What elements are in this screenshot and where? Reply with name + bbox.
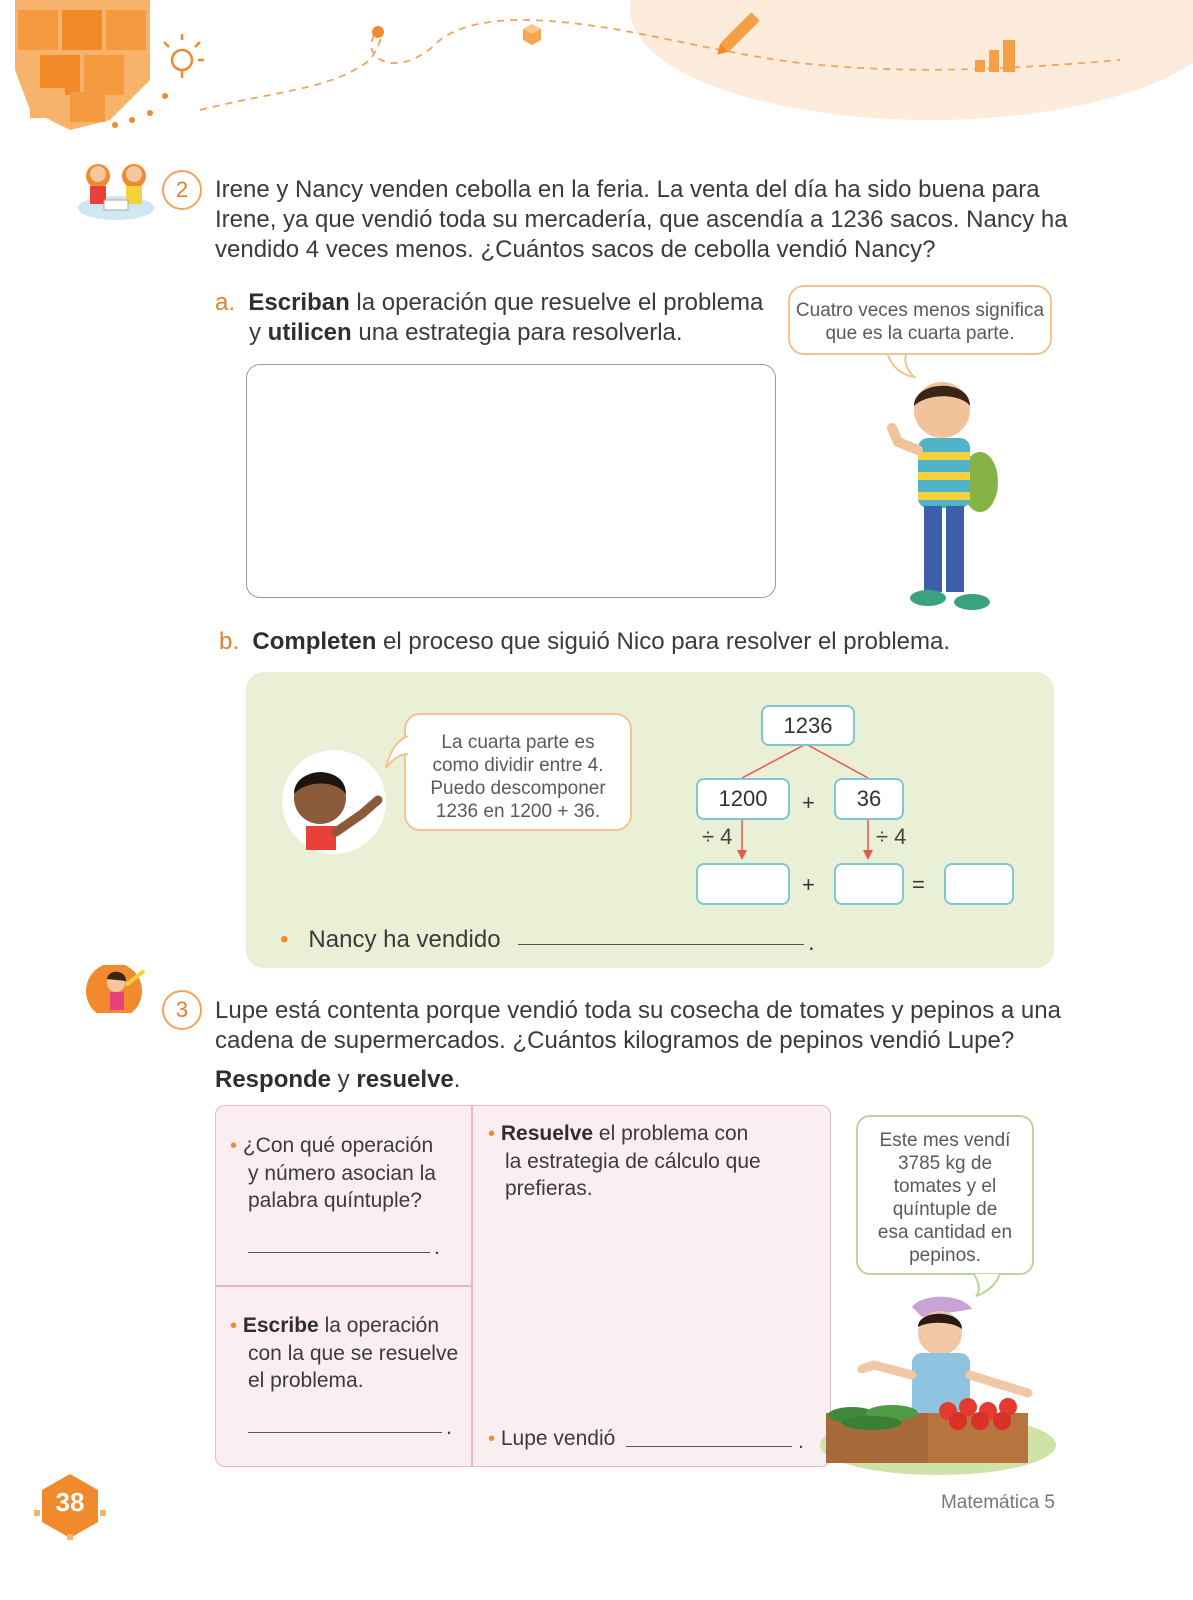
nico-bubble-tail xyxy=(384,734,410,774)
diagram-div-right: ÷ 4 xyxy=(876,824,907,849)
diagram-result-left-input[interactable] xyxy=(696,863,790,905)
q3-instruction: Responde y resuelve. xyxy=(215,1066,461,1093)
book-title-footer: Matemática 5 xyxy=(940,1492,1055,1513)
q3-work-area[interactable] xyxy=(480,1210,820,1410)
question-number-2: 2 xyxy=(162,170,202,210)
q2b-instruction: b. Completen el proceso que siguió Nico para resolver el problema. xyxy=(219,628,951,655)
small-cube-icon xyxy=(523,24,541,45)
q3-answer: • Lupe vendió xyxy=(488,1427,616,1450)
q3-answer-dot: . xyxy=(798,1430,804,1453)
q3-cell-1: • ¿Con qué operación y número asocian la palabra quíntuple? xyxy=(230,1134,436,1212)
diagram-top-box: 1236 xyxy=(761,705,855,746)
diagram-plus-2: + xyxy=(802,872,815,897)
q2-statement: Irene y Nancy venden cebolla en la feria. La venta del día ha sido buena para Irene, ya que vendió toda su mercadería, que ascendía a 1236 sacos. Nancy ha vendido 4 veces menos. ¿Cuántos sacos de cebolla vendió Nancy? xyxy=(215,176,1068,263)
boy-speech-bubble: Cuatro veces menos significa que es la cuarta parte. xyxy=(788,285,1052,355)
q3-cell1-dot: . xyxy=(434,1236,440,1259)
lupe-speech-bubble: Este mes vendí 3785 kg de tomates y el quíntuple de esa cantidad en pepinos. xyxy=(856,1115,1034,1275)
boy-illustration xyxy=(880,372,1010,617)
kids-reading-icon xyxy=(76,158,156,222)
diagram-equals: = xyxy=(912,872,925,897)
diagram-result-right-input[interactable] xyxy=(834,863,904,905)
diagram-right-box: 36 xyxy=(834,778,904,820)
girl-pencil-icon xyxy=(84,965,150,1013)
diagram-div-left: ÷ 4 xyxy=(702,824,733,849)
cube-cluster-icon xyxy=(15,0,150,130)
header-decoration xyxy=(0,0,1193,160)
q3-cell1-blank[interactable] xyxy=(248,1252,430,1253)
q3-cell-2: • Escribe la operación con la que se resuelve el problema. xyxy=(230,1314,459,1392)
nico-avatar xyxy=(280,748,390,856)
question-number-3: 3 xyxy=(162,990,202,1030)
q2a-instruction: a. Escriban la operación que resuelve el problema y utilicen una estrategia para resolverla. xyxy=(215,289,764,346)
q2-answer-blank[interactable] xyxy=(518,944,804,945)
page-number: 38 xyxy=(55,1487,85,1517)
q2-answer-line: • Nancy ha vendido xyxy=(280,926,501,953)
q3-statement: Lupe está contenta porque vendió toda su cosecha de tomates y pepinos a una cadena de supermercados. ¿Cuántos kilogramos de pepinos vendió Lupe? xyxy=(215,997,1061,1054)
q2a-answer-box[interactable] xyxy=(246,364,776,598)
lupe-illustration xyxy=(812,1295,1058,1485)
diagram-total-input[interactable] xyxy=(944,863,1014,905)
q2-answer-dot: . xyxy=(808,929,815,956)
diagram-left-box: 1200 xyxy=(696,778,790,820)
diagram-plus-1: + xyxy=(802,790,815,815)
lightbulb-icon xyxy=(164,34,204,78)
q3-cell-3: • Resuelve el problema con la estrategia de cálculo que prefieras. xyxy=(488,1122,761,1200)
q3-cell2-blank[interactable] xyxy=(248,1432,442,1433)
nico-speech-bubble: La cuarta parte es como dividir entre 4. Puedo descomponer 1236 en 1200 + 36. xyxy=(404,713,632,831)
q3-cell2-dot: . xyxy=(446,1416,452,1439)
q3-answer-blank[interactable] xyxy=(626,1446,792,1447)
